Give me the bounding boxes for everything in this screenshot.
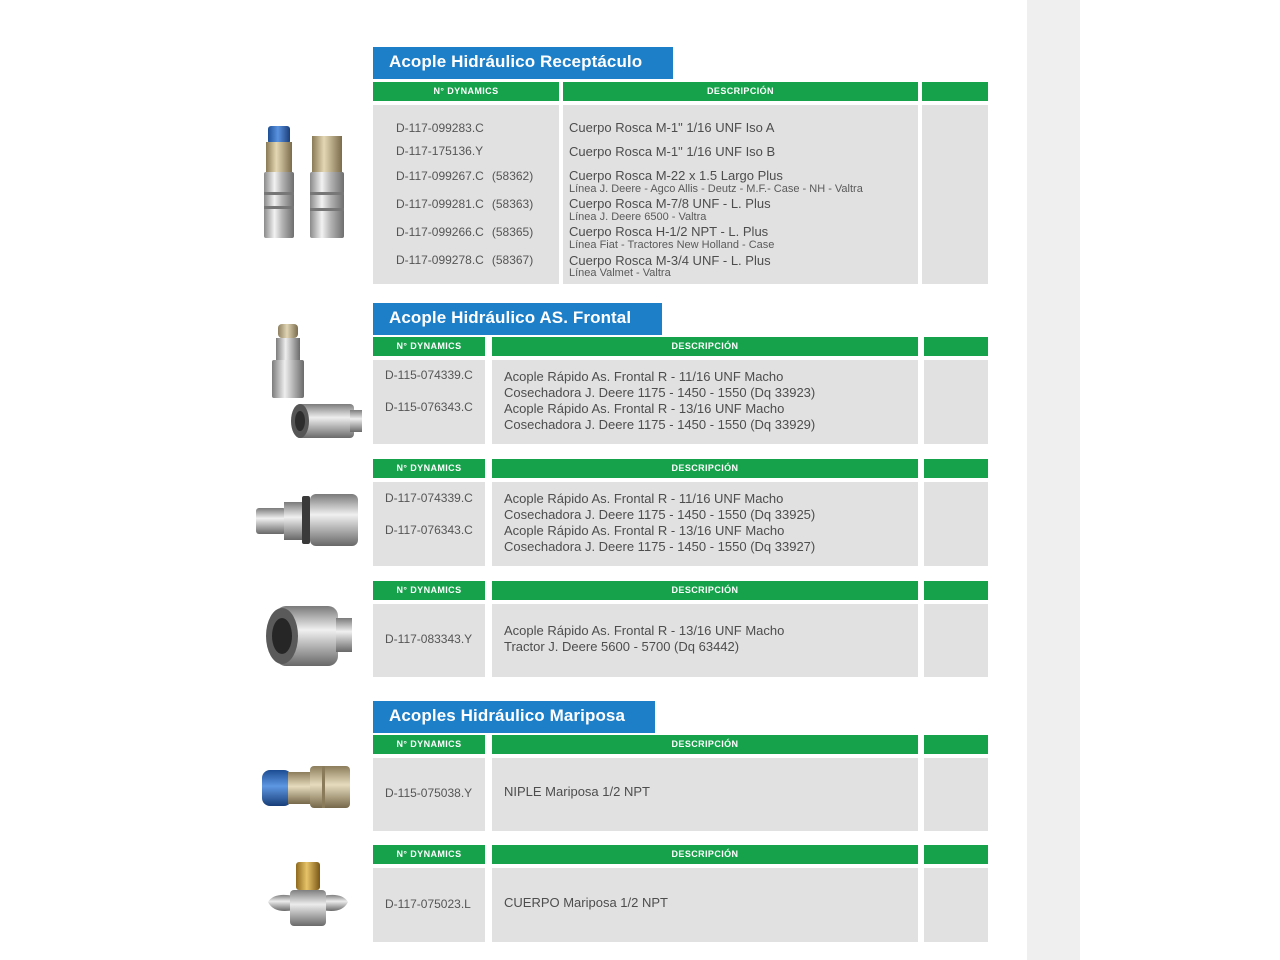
section-title-frontal: Acople Hidráulico AS. Frontal: [373, 303, 662, 333]
product-image-mariposa-2: [264, 858, 352, 932]
table-header-code: N° DYNAMICS: [373, 82, 559, 101]
table-row: D-117-076343.C: [385, 523, 473, 537]
table-header-code: N° DYNAMICS: [373, 581, 485, 600]
table-header-desc: DESCRIPCIÓN: [492, 581, 918, 600]
table-row: D-117-099281.C (58363): [396, 197, 534, 211]
table-header-code: N° DYNAMICS: [373, 337, 485, 356]
table-header-desc: DESCRIPCIÓN: [492, 459, 918, 478]
table-header-desc: DESCRIPCIÓN: [492, 337, 918, 356]
product-image-mariposa-1: [260, 762, 354, 812]
table-cell-extra: [924, 482, 988, 566]
description: NIPLE Mariposa 1/2 NPT: [504, 784, 650, 799]
description: Cosechadora J. Deere 1175 - 1450 - 1550 (Dq 33929): [504, 417, 816, 432]
table-header-code: N° DYNAMICS: [373, 845, 485, 864]
description: CUERPO Mariposa 1/2 NPT: [504, 895, 668, 910]
table-header-desc: DESCRIPCIÓN: [563, 82, 918, 101]
description: Tractor J. Deere 5600 - 5700 (Dq 63442): [504, 639, 740, 654]
table-row: D-117-099283.C: [396, 121, 484, 135]
product-image-frontal-2: [254, 490, 360, 550]
description-note: Línea J. Deere 6500 - Valtra: [569, 211, 707, 223]
description: Cuerpo Rosca M-7/8 UNF - L. Plus: [569, 196, 771, 211]
description: Acople Rápido As. Frontal R - 13/16 UNF Macho: [504, 401, 785, 416]
description: Cuerpo Rosca M-22 x 1.5 Largo Plus: [569, 168, 783, 183]
section-title-receptaculo: Acople Hidráulico Receptáculo: [373, 47, 673, 77]
table-cell-extra: [924, 604, 988, 677]
section-title-mariposa: Acoples Hidráulico Mariposa: [373, 701, 655, 731]
table-header-desc: DESCRIPCIÓN: [492, 845, 918, 864]
description: Cuerpo Rosca H-1/2 NPT - L. Plus: [569, 224, 769, 239]
product-image-frontal-1: [268, 322, 364, 452]
table-header-extra: [924, 845, 988, 864]
table-header-extra: [924, 581, 988, 600]
table-header-desc: DESCRIPCIÓN: [492, 735, 918, 754]
description: Cosechadora J. Deere 1175 - 1450 - 1550 (Dq 33925): [504, 507, 816, 522]
table-row: D-117-099267.C (58362): [396, 169, 534, 183]
description: Cosechadora J. Deere 1175 - 1450 - 1550 (Dq 33923): [504, 385, 816, 400]
description-note: Línea Valmet - Valtra: [569, 267, 671, 279]
table-cell-extra: [924, 758, 988, 831]
description-note: Línea J. Deere - Agco Allis - Deutz - M.F.- Case - NH - Valtra: [569, 183, 863, 195]
table-header-extra: [924, 459, 988, 478]
table-header-code: N° DYNAMICS: [373, 459, 485, 478]
table-row: D-117-075023.L: [385, 897, 471, 911]
table-row: D-117-083343.Y: [385, 632, 473, 646]
table-row: D-117-099278.C (58367): [396, 253, 534, 267]
description: Cuerpo Rosca M-1" 1/16 UNF Iso B: [569, 144, 776, 159]
table-row: D-117-175136.Y: [396, 144, 484, 158]
description: Cosechadora J. Deere 1175 - 1450 - 1550 (Dq 33927): [504, 539, 816, 554]
table-header-extra: [924, 337, 988, 356]
table-row: D-117-099266.C (58365): [396, 225, 534, 239]
description: Acople Rápido As. Frontal R - 13/16 UNF Macho: [504, 623, 785, 638]
description: Acople Rápido As. Frontal R - 11/16 UNF Macho: [504, 369, 784, 384]
table-header-extra: [922, 82, 988, 101]
description-note: Línea Fiat - Tractores New Holland - Case: [569, 239, 775, 251]
side-panel: [1027, 0, 1080, 960]
table-row: D-115-074339.C: [385, 368, 473, 382]
table-header-code: N° DYNAMICS: [373, 735, 485, 754]
table-cell-extra: [924, 360, 988, 444]
table-cell-extra: [924, 868, 988, 942]
table-row: D-117-074339.C: [385, 491, 473, 505]
table-header-extra: [924, 735, 988, 754]
description: Acople Rápido As. Frontal R - 13/16 UNF Macho: [504, 523, 785, 538]
product-image-frontal-3: [262, 600, 354, 672]
product-image-receptaculo: [258, 122, 358, 244]
description: Cuerpo Rosca M-3/4 UNF - L. Plus: [569, 253, 771, 268]
table-cell-extra: [922, 105, 988, 284]
description: Cuerpo Rosca M-1" 1/16 UNF Iso A: [569, 120, 775, 135]
description: Acople Rápido As. Frontal R - 11/16 UNF Macho: [504, 491, 784, 506]
table-row: D-115-075038.Y: [385, 786, 473, 800]
table-row: D-115-076343.C: [385, 400, 473, 414]
